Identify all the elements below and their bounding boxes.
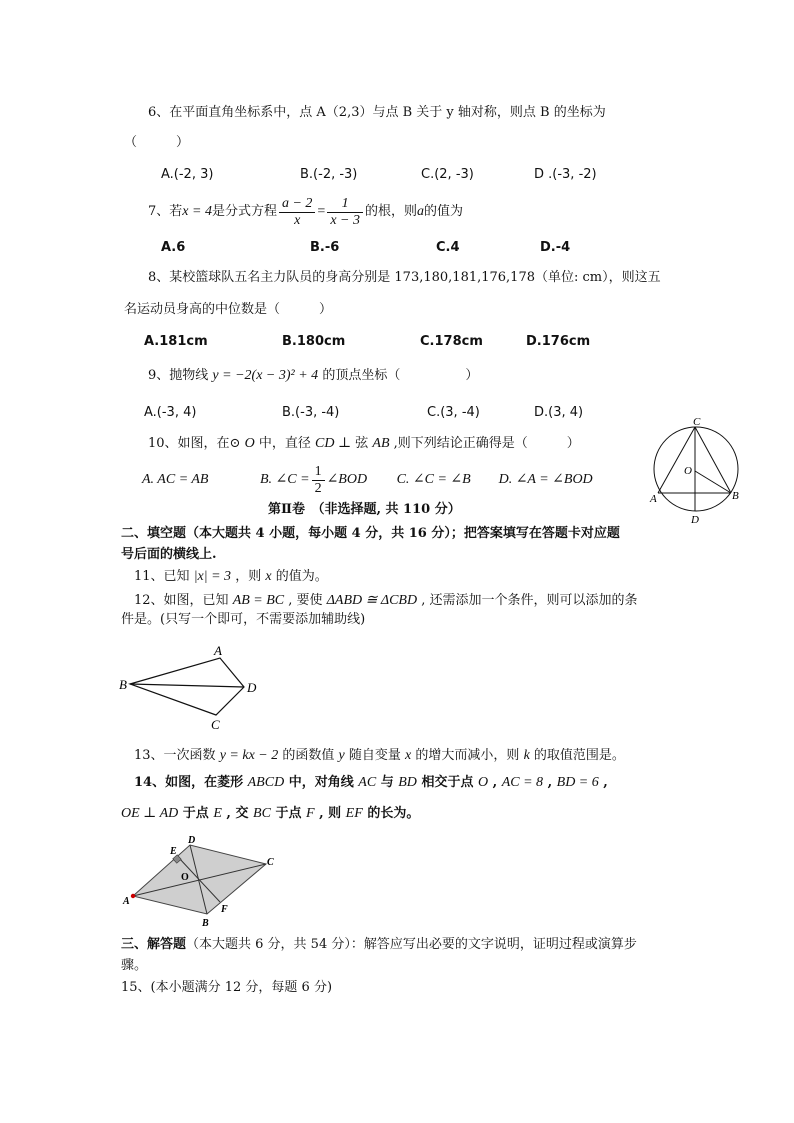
q8-stem-line1: 8、某校篮球队五名主力队员的身高分别是 173,180,181,176,178（单位: cm），则这五: [148, 270, 661, 285]
q9-formula: y = −2(x − 3)² + 4: [212, 368, 319, 383]
segment-cb: [695, 427, 731, 493]
label-c: C: [211, 717, 220, 732]
q15-heading: 15、(本小题满分 12 分，每题 6 分): [121, 980, 333, 995]
circle-o: [654, 427, 738, 511]
q14-stem-line1: 14、如图，在菱形 ABCD 中，对角线 AC 与 BD 相交于点 O , AC = 8 , BD = 6 ,: [134, 775, 608, 790]
q10-stem: 10、如图，在⊙ O 中，直径 CD ⊥ 弦 AB ,则下列结论正确得是（ ）: [148, 436, 580, 451]
q7-option-a: A.6: [161, 240, 186, 255]
q7-condition: x = 4: [182, 204, 212, 219]
q7-fraction-right: $\frac{1}{x - 3}$: [327, 196, 363, 229]
q10-options: [142, 462, 593, 498]
label-c: C: [267, 857, 274, 868]
label-b: B: [202, 918, 209, 929]
q7-option-c: C.4: [436, 240, 460, 255]
label-o: O: [181, 872, 189, 883]
q9-option-a: A.(-3, 4): [144, 405, 197, 420]
q13-stem: 13、一次函数 y = kx − 2 的函数值 y 随自变量 x 的增大而减小，则 k 的取值范围是。: [134, 748, 625, 763]
q10-option-b-fraction: $\frac{1}{2}$: [312, 464, 325, 497]
label-a: A: [650, 493, 657, 505]
q10-option-a: A. AC = AB: [142, 472, 209, 487]
section2-heading-line2: 号后面的横线上.: [121, 547, 217, 562]
q7-fraction-left: $\frac{a - 2}{x}$: [279, 196, 315, 229]
q7-option-d: D.-4: [540, 240, 571, 255]
label-f: F: [221, 904, 228, 915]
q10-option-c: C. ∠C = ∠B: [396, 472, 471, 487]
q6-option-b: B.(-2, -3): [300, 167, 358, 182]
q8-option-a: A.181cm: [144, 334, 208, 349]
label-b: B: [119, 677, 127, 692]
q14-stem-line2: OE ⊥ AD 于点 E , 交 BC 于点 F , 则 EF 的长为。: [121, 806, 420, 821]
label-b: B: [732, 490, 739, 502]
q9-option-b: B.(-3, -4): [282, 405, 340, 420]
q7-stem: 7、若 x = 4 是分式方程 $\frac{a - 2}{x}$ = $\frac{1}{x - 3}$ 的根，则 a 的值为: [148, 195, 464, 228]
q6-option-c: C.(2, -3): [421, 167, 474, 182]
q14-rhombus-figure: [118, 832, 283, 932]
label-o: O: [684, 465, 692, 477]
segment-ob: [695, 471, 731, 493]
label-a: A: [214, 643, 222, 658]
q10-option-b-suffix: ∠BOD: [326, 472, 368, 487]
q9-stem: 9、抛物线 y = −2(x − 3)² + 4 的顶点坐标（ ）: [148, 368, 479, 383]
label-d: D: [691, 514, 699, 526]
segment-ac: [658, 427, 695, 493]
q12-stem-line1: 12、如图，已知 AB = BC , 要使 ΔABD ≅ ΔCBD , 还需添加一个条件，则可以添加的条: [134, 593, 638, 608]
q10-option-d: D. ∠A = ∠BOD: [498, 472, 593, 487]
label-d: D: [188, 835, 196, 846]
q9-option-d: D.(3, 4): [534, 405, 584, 420]
q8-option-d: D.176cm: [526, 334, 591, 349]
q11-stem: 11、已知 |x| = 3 ，则 x 的值为。: [134, 569, 328, 584]
q8-option-c: C.178cm: [420, 334, 483, 349]
label-d: D: [247, 680, 257, 695]
q10-circle-figure: [646, 416, 746, 528]
q6-option-d: D .(-3, -2): [534, 167, 597, 182]
q6-answer-paren: （ ）: [124, 135, 190, 150]
label-c: C: [693, 416, 701, 428]
section2-title: 第Ⅱ卷 （非选择题, 共 110 分）: [268, 502, 461, 517]
section2-heading-line1: 二、填空题（本大题共 4 小题，每小题 4 分，共 16 分）；把答案填写在答题卡对应题: [121, 526, 620, 541]
point-a-marker: [131, 894, 135, 898]
label-e: E: [170, 846, 177, 857]
diagonal-bd: [130, 684, 244, 687]
q8-option-b: B.180cm: [282, 334, 346, 349]
q6-option-a: A.(-2, 3): [161, 167, 214, 182]
q10-option-b-prefix: B. ∠C =: [260, 472, 310, 487]
q7-option-b: B.-6: [310, 240, 340, 255]
section3-heading-line2: 骤。: [121, 958, 148, 973]
q12-stem-line2: 件是。(只写一个即可，不需要添加辅助线): [121, 612, 366, 627]
q6-stem: 6、在平面直角坐标系中，点 A（2,3）与点 B 关于 y 轴对称，则点 B 的坐标为: [148, 105, 606, 120]
q9-option-c: C.(3, -4): [427, 405, 480, 420]
q8-stem-line2: 名运动员身高的中位数是（ ）: [124, 302, 333, 317]
label-a: A: [123, 896, 130, 907]
section3-heading-line1: 三、解答题（本大题共 6 分，共 54 分）：解答应写出必要的文字说明，证明过程或演算步: [121, 937, 637, 952]
q12-kite-figure: [116, 640, 266, 732]
